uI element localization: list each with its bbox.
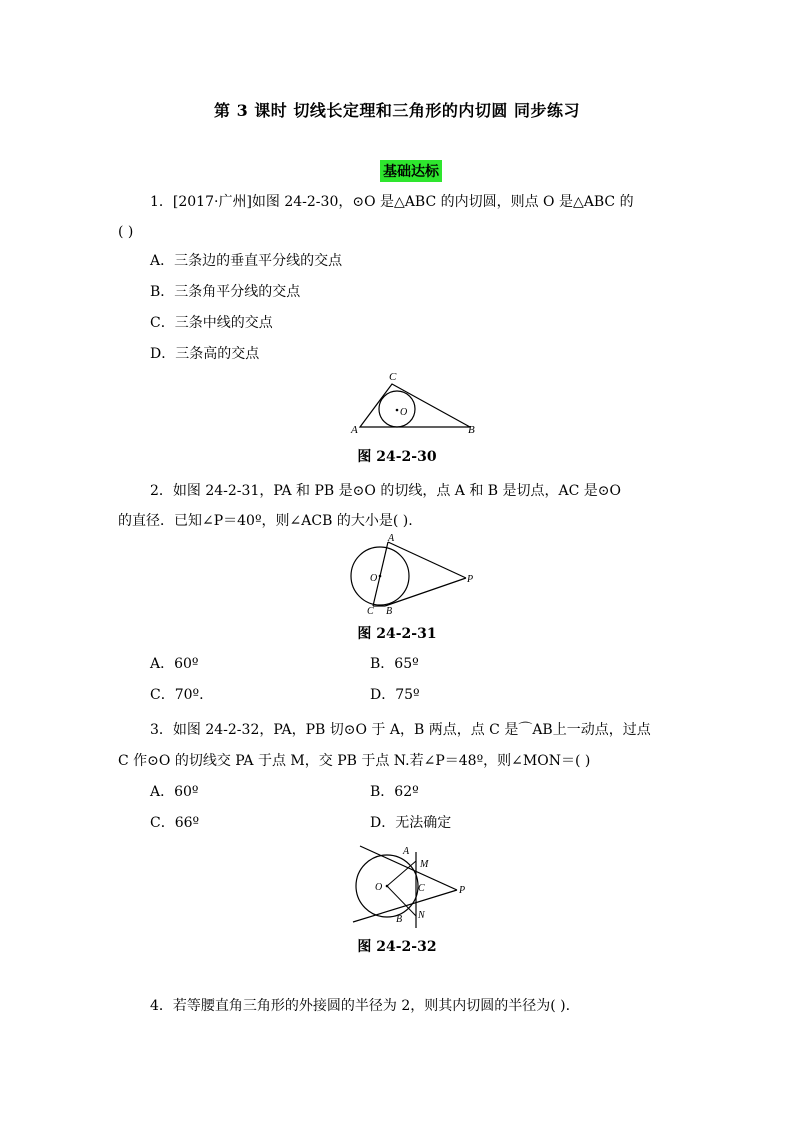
q3-option-c: C．66º	[150, 815, 200, 831]
label-b: B	[386, 606, 393, 616]
label-b: B	[468, 424, 475, 436]
label-m: M	[420, 859, 429, 870]
q2-stem-line1: 2．如图 24-2-31，PA 和 PB 是⊙O 的切线，点 A 和 B 是切点，AC 是⊙O	[150, 483, 621, 499]
tangent-pb	[385, 578, 466, 606]
segment-on	[387, 886, 416, 916]
label-o: O	[375, 882, 383, 893]
q2-option-c: C．70º.	[150, 687, 204, 703]
label-b: B	[396, 914, 403, 925]
tangent-pb	[353, 890, 457, 922]
q2-stem-line2: 的直径．已知∠P＝40º，则∠ACB 的大小是( ).	[118, 513, 413, 529]
figure-caption-24-2-30: 图 24-2-30	[357, 449, 437, 465]
figure-caption-24-2-31: 图 24-2-31	[357, 626, 437, 642]
center-o-dot	[379, 575, 382, 578]
label-c: C	[367, 606, 374, 616]
label-p: P	[467, 574, 474, 585]
q2-option-b: B．65º	[370, 656, 419, 672]
label-p: P	[459, 885, 466, 896]
q1-option-a: A．三条边的垂直平分线的交点	[150, 253, 343, 269]
label-a: A	[403, 846, 410, 857]
label-o: O	[370, 573, 378, 584]
q1-option-b: B．三条角平分线的交点	[150, 284, 301, 300]
q1-stem-line1: 1．[2017·广州]如图 24-2-30，⊙O 是△ABC 的内切圆，则点 O 是△ABC 的	[150, 194, 634, 210]
label-o: O	[400, 407, 408, 418]
q2-option-d: D．75º	[370, 687, 420, 703]
figure-24-2-32	[345, 840, 475, 928]
q1-stem-line2: ( )	[118, 224, 134, 240]
figure-24-2-31	[340, 534, 490, 616]
center-o-dot	[386, 885, 389, 888]
section-label: 基础达标	[380, 160, 442, 182]
center-o-dot	[396, 409, 399, 412]
q1-option-d: D．三条高的交点	[150, 346, 260, 362]
q3-option-a: A．60º	[150, 784, 199, 800]
q3-stem-line1: 3．如图 24-2-32，PA，PB 切⊙O 于 A，B 两点，点 C 是⌒AB上一动点，过点	[150, 722, 651, 738]
q3-stem-line2: C 作⊙O 的切线交 PA 于点 M，交 PB 于点 N.若∠P＝48º，则∠MON＝( )	[118, 753, 591, 769]
q3-option-b: B．62º	[370, 784, 419, 800]
q4-stem-line1: 4．若等腰直角三角形的外接圆的半径为 2，则其内切圆的半径为( ).	[150, 998, 571, 1014]
label-n: N	[418, 910, 425, 921]
label-a: A	[388, 534, 395, 544]
q3-option-d: D．无法确定	[370, 815, 452, 831]
q2-option-a: A．60º	[150, 656, 199, 672]
label-c: C	[418, 883, 425, 894]
label-c: C	[389, 371, 397, 383]
label-a: A	[351, 424, 358, 436]
q1-option-c: C．三条中线的交点	[150, 315, 273, 331]
page-title: 第 3 课时 切线长定理和三角形的内切圆 同步练习	[214, 101, 580, 120]
tangent-pa	[388, 542, 466, 578]
figure-caption-24-2-32: 图 24-2-32	[357, 939, 437, 955]
figure-24-2-30	[340, 366, 490, 440]
